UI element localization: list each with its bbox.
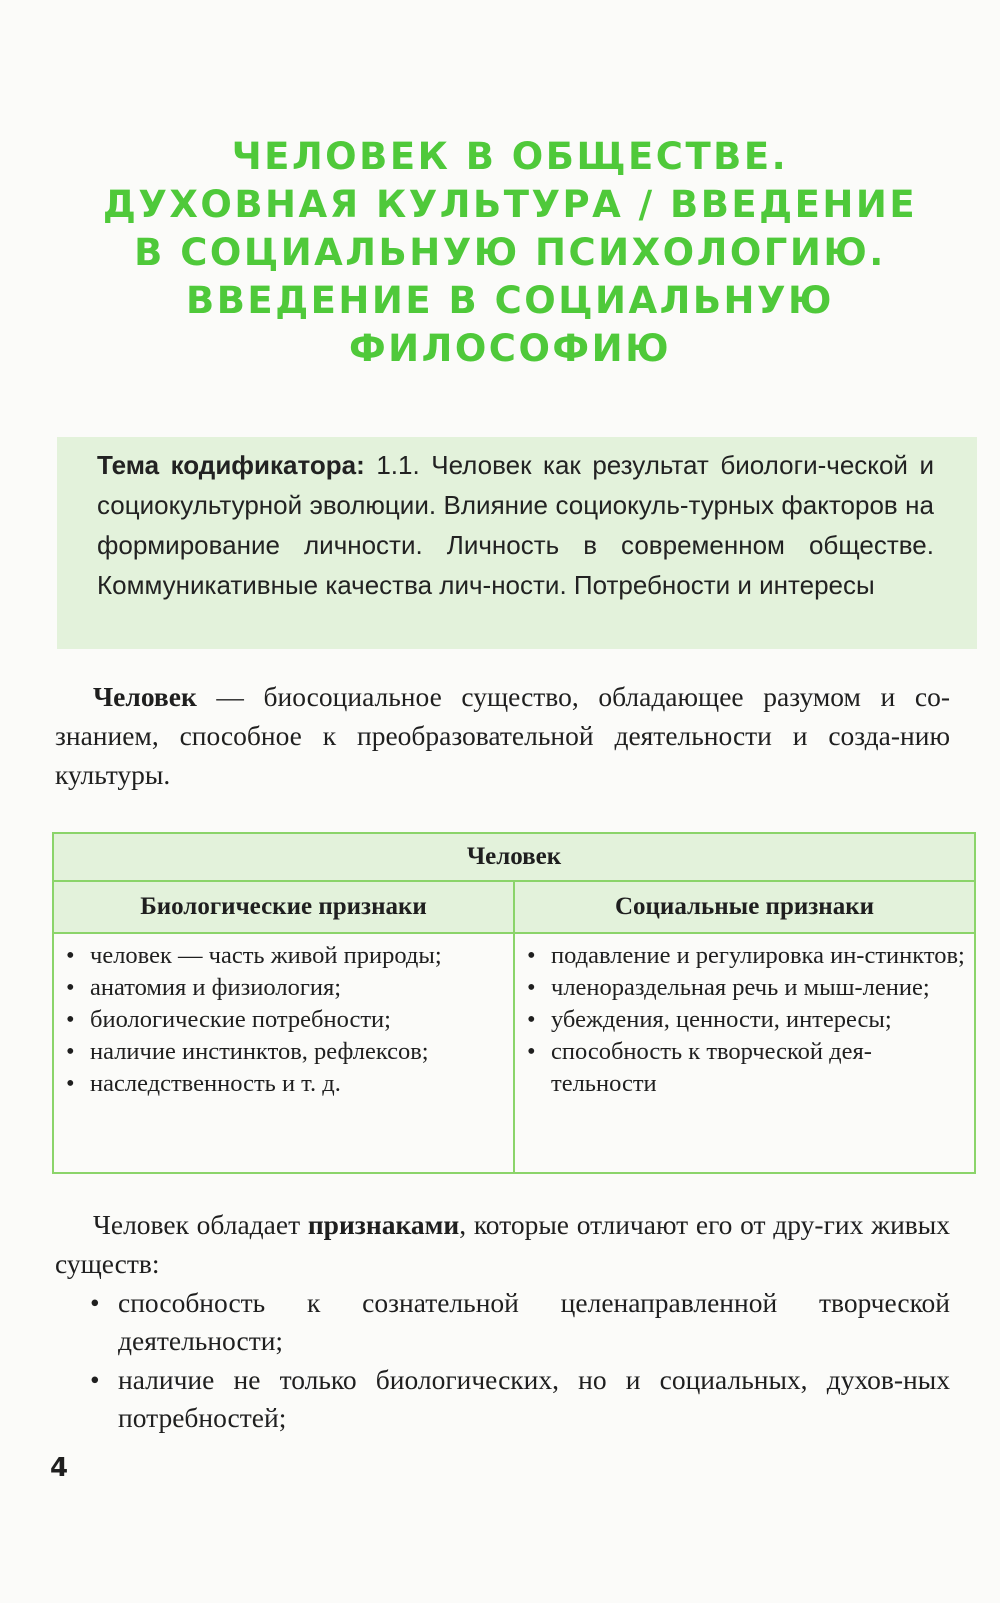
title-line: ЧЕЛОВЕК В ОБЩЕСТВЕ.: [231, 135, 789, 178]
page-number: 4: [50, 1453, 69, 1483]
features-list: [90, 1284, 950, 1438]
list-item-text: биологические потребности;: [90, 1006, 391, 1033]
list-item: [62, 1036, 505, 1068]
features-intro-paragraph: [55, 1205, 950, 1283]
human-signs-table: [52, 832, 976, 1174]
title-line: ФИЛОСОФИЮ: [348, 327, 672, 370]
codifier-topic-box: [57, 437, 977, 649]
bullet-icon: •: [527, 942, 536, 969]
list-item-text: способность к творческой дея-тельности: [551, 1038, 872, 1097]
title-line: В СОЦИАЛЬНУЮ ПСИХОЛОГИЮ.: [134, 231, 886, 274]
bullet-icon: •: [66, 1038, 75, 1065]
list-item: [523, 940, 966, 972]
list-item-text: убеждения, ценности, интересы;: [551, 1006, 892, 1033]
bullet-icon: •: [90, 1287, 100, 1318]
list-item-text: наличие не только биологических, но и социальных, духов-ных потребностей;: [118, 1364, 950, 1433]
bullet-icon: •: [527, 1038, 536, 1065]
bullet-icon: •: [66, 1070, 75, 1097]
definition-term: Человек: [93, 681, 197, 712]
bullet-icon: •: [66, 1006, 75, 1033]
list-item: [90, 1284, 950, 1360]
definition-text: — биосоциальное существо, обладающее разумом и со-знанием, способное к преобразовательной деятельности и созда-нию культуры.: [55, 681, 950, 790]
bullet-icon: •: [90, 1364, 100, 1395]
codifier-topic-label: Тема кодификатора:: [97, 450, 365, 480]
list-item-text: подавление и регулировка ин-стинктов;: [551, 942, 965, 969]
title-line: ДУХОВНАЯ КУЛЬТУРА / ВВЕДЕНИЕ: [102, 183, 918, 226]
bullet-icon: •: [527, 974, 536, 1001]
table-title: Человек: [53, 833, 975, 881]
definition-paragraph: [55, 677, 950, 794]
list-item: [62, 1004, 505, 1036]
social-signs-cell: [514, 933, 975, 1173]
list-item-text: человек — часть живой природы;: [90, 942, 442, 969]
list-item-text: наличие инстинктов, рефлексов;: [90, 1038, 429, 1065]
list-item: [90, 1361, 950, 1437]
list-item: [523, 1036, 966, 1100]
features-intro-bold: признаками: [307, 1209, 460, 1240]
chapter-title: [60, 133, 960, 373]
social-signs-list: [523, 940, 966, 1100]
codifier-topic-body: 1.1. Человек как результат биологи-ческой и социокультурной эволюции. Влияние социокуль-турных факторов на формирование личности. Личность в современном обществе. Коммуникативные качества лич-ности. Потребности и интересы: [97, 450, 934, 600]
list-item-text: анатомия и физиология;: [90, 974, 342, 1001]
list-item-text: наследственность и т. д.: [90, 1070, 341, 1097]
list-item: [523, 1004, 966, 1036]
column-header-social: Социальные признаки: [514, 881, 975, 933]
list-item: [523, 972, 966, 1004]
features-intro-text: Человек обладает: [93, 1209, 308, 1240]
features-intro-text: , которые отличают его от дру-гих живых существ:: [55, 1209, 950, 1279]
list-item: [62, 940, 505, 972]
column-header-biological: Биологические признаки: [53, 881, 514, 933]
codifier-topic-text: [97, 445, 934, 605]
biological-signs-cell: [53, 933, 514, 1173]
biological-signs-list: [62, 940, 505, 1100]
list-item: [62, 1068, 505, 1100]
bullet-icon: •: [527, 1006, 536, 1033]
list-item-text: способность к сознательной целенаправленной творческой деятельности;: [118, 1287, 950, 1356]
bullet-icon: •: [66, 942, 75, 969]
list-item: [62, 972, 505, 1004]
bullet-icon: •: [66, 974, 75, 1001]
list-item-text: членораздельная речь и мыш-ление;: [551, 974, 930, 1001]
title-line: ВВЕДЕНИЕ В СОЦИАЛЬНУЮ: [186, 279, 834, 322]
